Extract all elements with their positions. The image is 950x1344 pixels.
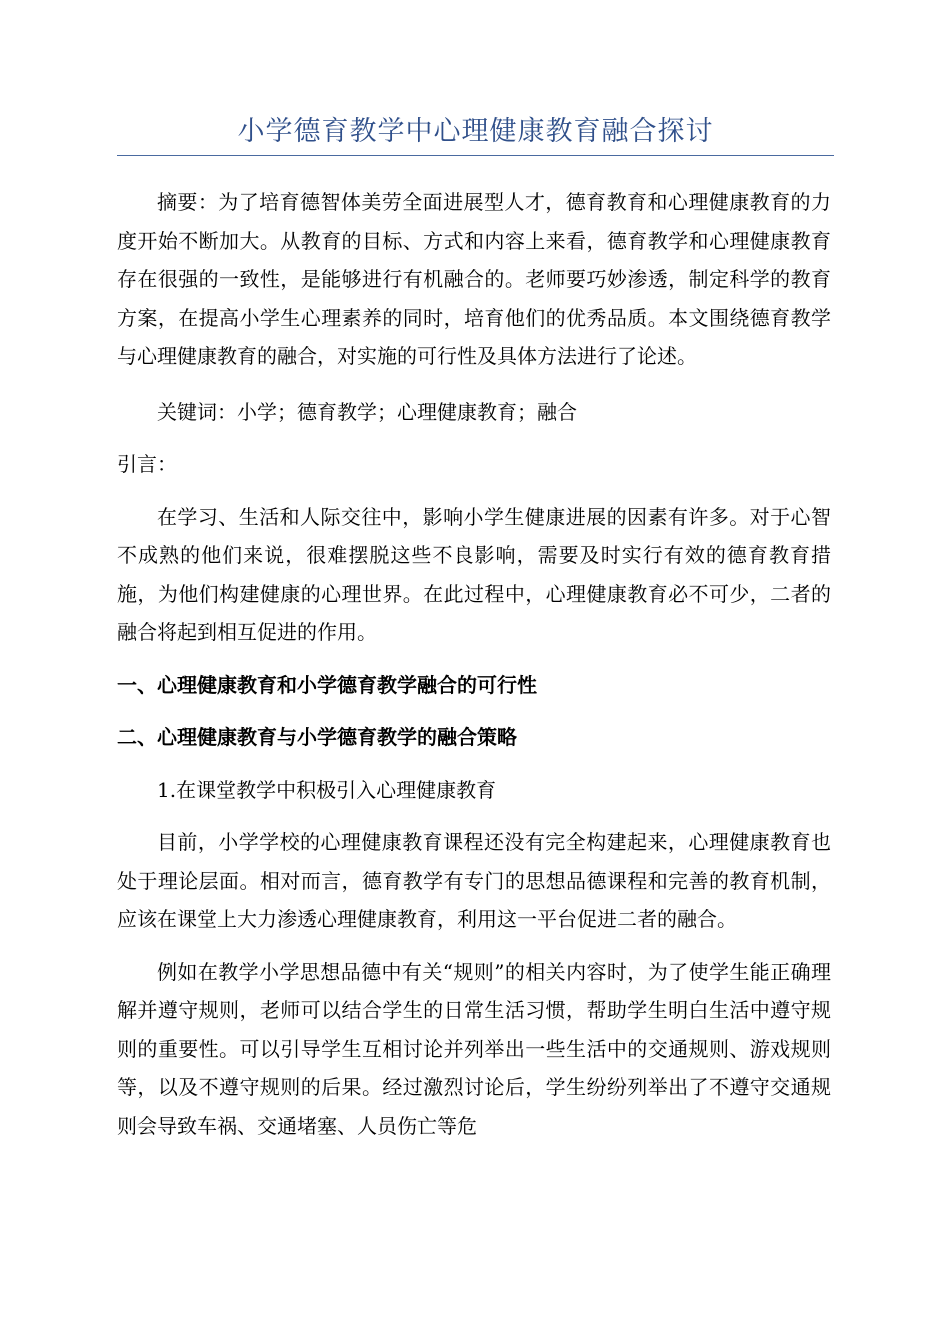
- keywords-line: 关键词：小学；德育教学；心理健康教育；融合: [157, 399, 577, 424]
- abstract-paragraph: 摘要：为了培育德智体美劳全面进展型人才，德育教育和心理健康教育的力度开始不断加大。从教育的目标、方式和内容上来看，德育教学和心理健康教育存在很强的一致性，是能够进行有机融合的。老师要巧妙渗透，制定科学的教育方案，在提高小学生心理素养的同时，培育他们的优秀品质。本文围绕德育教学与心理健康教育的融合，对实施的可行性及具体方法进行了论述。: [117, 190, 831, 368]
- section-heading-2: 二、心理健康教育与小学德育教学的融合策略: [117, 725, 517, 749]
- document-body: [117, 168, 831, 1145]
- title-underline: [117, 155, 834, 156]
- subsection-heading-1: 1.在课堂教学中积极引入心理健康教育: [157, 777, 497, 802]
- body-paragraph-2: 例如在教学小学思想品德中有关“规则”的相关内容时，为了使学生能正确理解并遵守规则，老师可以结合学生的日常生活习惯，帮助学生明白生活中遵守规则的重要性。可以引导学生互相讨论并列举出一些生活中的交通规则、游戏规则等，以及不遵守规则的后果。经过激烈讨论后，学生纷纷列举出了不遵守交通规则会导致车祸、交通堵塞、人员伤亡等危: [117, 959, 831, 1138]
- document-title: 小学德育教学中心理健康教育融合探讨: [237, 116, 714, 147]
- section-heading-1: 一、心理健康教育和小学德育教学融合的可行性: [117, 672, 537, 697]
- intro-paragraph: 在学习、生活和人际交往中，影响小学生健康进展的因素有许多。对于心智不成熟的他们来说，很难摆脱这些不良影响，需要及时实行有效的德育教育措施，为他们构建健康的心理世界。在此过程中，心理健康教育必不可少，二者的融合将起到相互促进的作用。: [117, 504, 831, 644]
- body-paragraph-1: 目前，小学学校的心理健康教育课程还没有完全构建起来，心理健康教育也处于理论层面。相对而言，德育教学有专门的思想品德课程和完善的教育机制，应该在课堂上大力渗透心理健康教育，利用这一平台促进二者的融合。: [117, 830, 831, 931]
- intro-label: 引言：: [117, 452, 177, 476]
